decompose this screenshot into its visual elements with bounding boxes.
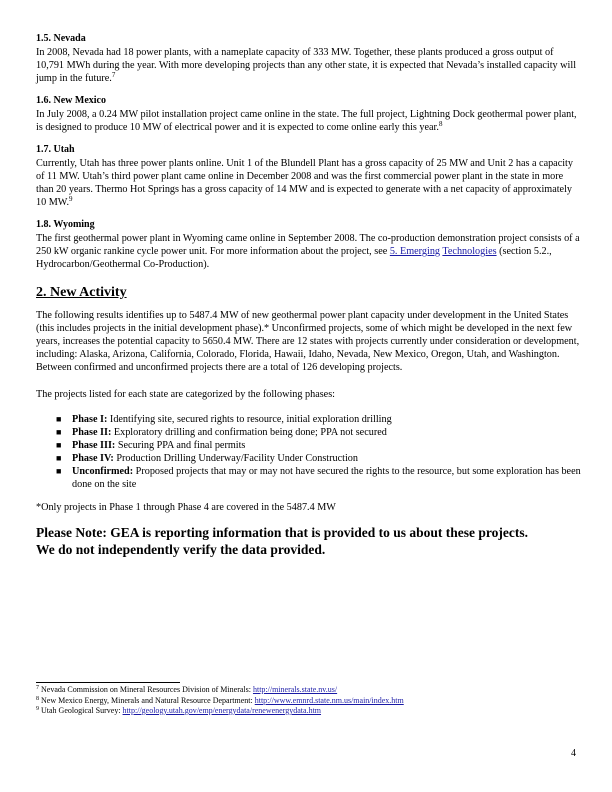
phases-list bbox=[36, 413, 582, 491]
paragraph-text: Currently, Utah has three power plants online. Unit 1 of the Blundell Plant has a gross capacity of 25 MW and Unit 2 has a capacity of 11 MW. Utah’s third power plant came online in December 2008 and was the first commercial power plant in the state in more than 20 years. Thermo Hot Springs has a gross capacity of 14 MW and is expected to generate with a net capacity of approximately 10 MW. bbox=[36, 158, 573, 208]
disclaimer-line: We do not independently verify the data provided. bbox=[36, 542, 326, 557]
section-paragraph bbox=[36, 157, 582, 209]
section-wyoming bbox=[36, 218, 582, 271]
list-item bbox=[36, 439, 582, 452]
phase-text: Production Drilling Underway/Facility Under Construction bbox=[113, 453, 358, 464]
list-item bbox=[36, 452, 582, 465]
section-paragraph bbox=[36, 232, 582, 271]
footnote-number: 7 bbox=[36, 685, 39, 691]
new-activity-paragraph: The following results identifies up to 5487.4 MW of new geothermal power plant capacity under development in the United States (this includes projects in the initial development phase).* Unconfirmed projects, some of which might be developed in the next few years, increases the potential capacity to 5650.4 MW. There are 12 states with projects currently under consideration or development, including: Alaska, Arizona, California, Colorado, Florida, Hawaii, Idaho, Nevada, New Mexico, Oregon, Utah, and Washington. Between confirmed and unconfirmed projects there are a total of 126 developing projects. bbox=[36, 310, 580, 373]
section-heading: 1.7. Utah bbox=[36, 144, 75, 155]
footnote-number: 8 bbox=[36, 695, 39, 702]
phase-label: Phase III: bbox=[72, 440, 116, 451]
disclaimer-line: Please Note: GEA is reporting information that is provided to us about these projects. bbox=[36, 525, 528, 540]
bullet-icon: ■ bbox=[56, 466, 62, 476]
bullet-icon: ■ bbox=[56, 453, 62, 463]
phase-text: Identifying site, secured rights to resource, initial exploration drilling bbox=[107, 414, 392, 425]
footnote bbox=[36, 685, 582, 696]
list-item bbox=[36, 465, 582, 491]
paragraph-text: In July 2008, a 0.24 MW pilot installation project came online in the state. The full project, Lightning Dock geothermal power plant, is designed to produce 10 MW of electrical power and it is expected to come online early this year. bbox=[36, 109, 577, 133]
footnote-ref[interactable]: 8 bbox=[438, 120, 443, 128]
footnote-link[interactable]: http://geology.utah.gov/emp/energydata/renewenergydata.htm bbox=[122, 706, 322, 715]
footnote bbox=[36, 706, 582, 717]
footnote-ref[interactable]: 7 bbox=[111, 71, 116, 79]
footnote-link[interactable]: http://minerals.state.nv.us/ bbox=[252, 685, 338, 694]
new-activity-heading: 2. New Activity bbox=[36, 285, 127, 300]
phase-label: Phase IV: bbox=[72, 453, 114, 464]
phase-text: Exploratory drilling and confirmation being done; PPA not secured bbox=[111, 427, 387, 438]
phase-text: Proposed projects that may or may not have secured the rights to the resource, but some exploration has been done on the site bbox=[72, 466, 581, 490]
paragraph-text: The first geothermal power plant in Wyoming came online in September 2008. The co-production demonstration project consists of a 250 kW organic rankine cycle power unit. For more information about the project, see bbox=[36, 233, 580, 257]
footnote-number: 9 bbox=[36, 706, 39, 712]
list-item bbox=[36, 426, 582, 439]
phases-intro: The projects listed for each state are categorized by the following phases: bbox=[36, 389, 335, 400]
page-number: 4 bbox=[571, 748, 576, 759]
capacity-footnote: *Only projects in Phase 1 through Phase 4 are covered in the 5487.4 MW bbox=[36, 502, 336, 513]
section-nevada bbox=[36, 32, 582, 85]
technologies-link[interactable]: Technologies bbox=[442, 246, 497, 257]
bullet-icon: ■ bbox=[56, 427, 62, 437]
phase-text: Securing PPA and final permits bbox=[115, 440, 246, 451]
footnote-text: Nevada Commission on Mineral Resources Division of Minerals: bbox=[39, 685, 253, 694]
footnote bbox=[36, 696, 582, 707]
section-heading: 1.5. Nevada bbox=[36, 33, 86, 44]
phase-label: Phase I: bbox=[72, 414, 108, 425]
paragraph-text: In 2008, Nevada had 18 power plants, with a nameplate capacity of 333 MW. Together, these plants produced a gross output of 10,791 MWh during the year. With more developing projects than any other state, it is expected that Nevada’s installed capacity will jump in the future. bbox=[36, 47, 577, 84]
phase-label: Phase II: bbox=[72, 427, 112, 438]
section-utah bbox=[36, 143, 582, 209]
paragraph-text: (section 5.2., Hydrocarbon/Geothermal Co-Production). bbox=[36, 246, 552, 270]
footnote-divider bbox=[36, 682, 180, 683]
footnote-link[interactable]: http://www.emnrd.state.nm.us/main/index.htm bbox=[254, 695, 404, 705]
section-new-mexico bbox=[36, 94, 582, 134]
section-paragraph bbox=[36, 46, 582, 85]
footnote-text: New Mexico Energy, Minerals and Natural Resource Department: bbox=[39, 695, 255, 705]
footnote-text: Utah Geological Survey: bbox=[39, 706, 123, 715]
footnote-ref[interactable]: 9 bbox=[69, 195, 73, 203]
list-item bbox=[36, 413, 582, 426]
section-heading: 1.6. New Mexico bbox=[36, 95, 106, 106]
bullet-icon: ■ bbox=[56, 440, 62, 450]
footnotes bbox=[36, 682, 582, 717]
section-heading: 1.8. Wyoming bbox=[36, 219, 95, 230]
document-page bbox=[36, 32, 582, 558]
phase-label: Unconfirmed: bbox=[72, 466, 134, 477]
bullet-icon: ■ bbox=[56, 414, 62, 424]
emerging-link[interactable]: 5. Emerging bbox=[389, 246, 441, 257]
disclaimer-note bbox=[36, 524, 582, 558]
section-paragraph bbox=[36, 108, 582, 134]
